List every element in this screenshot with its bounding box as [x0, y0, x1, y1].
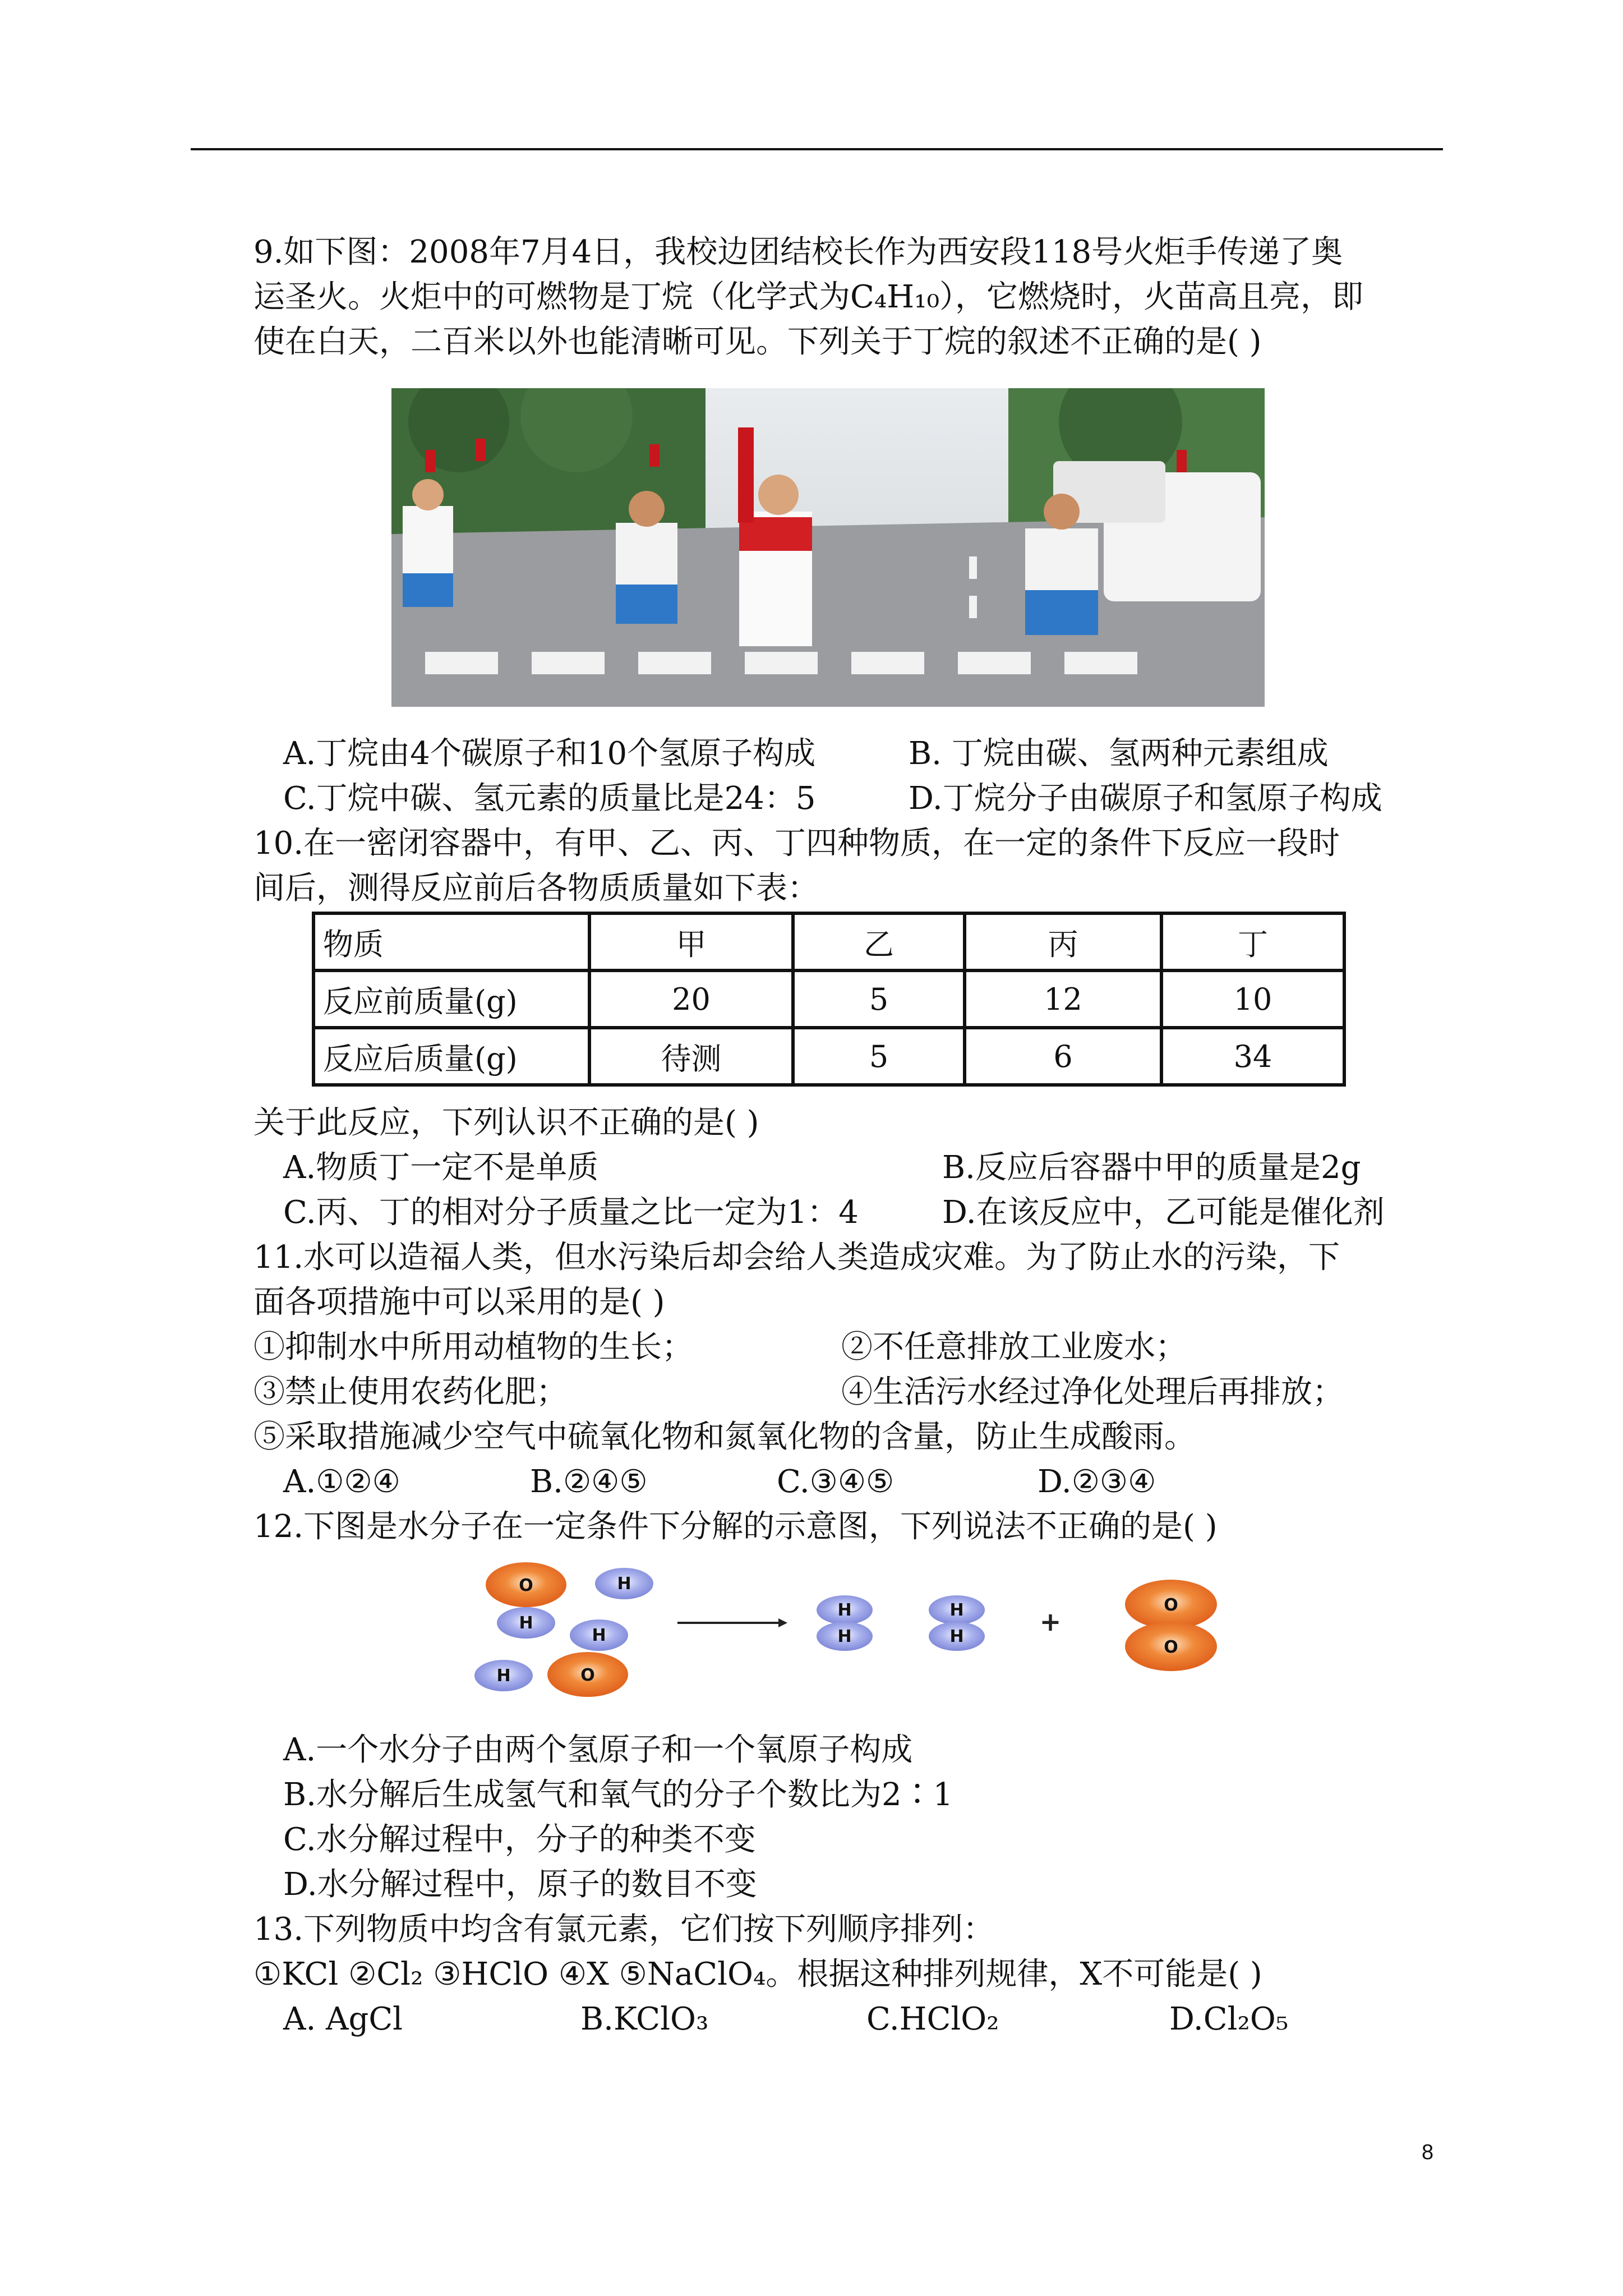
svg-text:H: H	[949, 1600, 964, 1620]
q11-item-1: ①抑制水中所用动植物的生长；	[253, 1329, 693, 1365]
header-rule	[191, 148, 1443, 150]
q9-option-d: D.丁烷分子由碳原子和氢原子构成	[909, 780, 1382, 817]
table-cell: 20	[589, 970, 793, 1028]
table-row	[313, 970, 1344, 1028]
table-cell: 甲	[589, 913, 793, 970]
q11-option-a: A.①②④	[283, 1464, 400, 1500]
water-decomposition-diagram	[453, 1557, 1272, 1713]
table-cell: 反应后质量(g)	[313, 1028, 589, 1085]
q11-option-c: C.③④⑤	[777, 1464, 895, 1500]
q13-sequence: ①KCl ②Cl₂ ③HClO ④X ⑤NaClO₄。根据这种排列规律，X不可能是( )	[253, 1956, 1262, 1993]
svg-text:O: O	[1164, 1637, 1178, 1657]
q12-option-d: D.水分解过程中，原子的数目不变	[283, 1866, 757, 1903]
svg-text:H: H	[519, 1613, 533, 1633]
q12-option-a: A.一个水分子由两个氢原子和一个氧原子构成	[283, 1732, 913, 1768]
q10-option-d: D.在该反应中，乙可能是催化剂	[942, 1194, 1385, 1231]
q9-stem-line-3: 使在白天，二百米以外也能清晰可见。下列关于丁烷的叙述不正确的是( )	[253, 324, 1262, 360]
q13-option-c: C.HClO₂	[866, 2001, 999, 2037]
plus-sign: +	[1039, 1607, 1062, 1637]
q9-option-a: A.丁烷由4个碳原子和10个氢原子构成	[283, 735, 816, 772]
q13-option-d: D.Cl₂O₅	[1169, 2001, 1289, 2037]
q12-stem: 12.下图是水分子在一定条件下分解的示意图，下列说法不正确的是( )	[253, 1508, 1218, 1545]
svg-text:H: H	[837, 1600, 852, 1620]
table-cell: 10	[1161, 970, 1344, 1028]
q10-stem-line-3: 关于此反应，下列认识不正确的是( )	[253, 1105, 759, 1141]
svg-text:O: O	[519, 1576, 533, 1595]
q10-stem-line-2: 间后，测得反应前后各物质质量如下表：	[253, 870, 819, 907]
svg-text:O: O	[580, 1665, 595, 1685]
svg-text:O: O	[1164, 1595, 1178, 1615]
q11-stem-line-2: 面各项措施中可以采用的是( )	[253, 1284, 665, 1320]
table-cell: 5	[793, 970, 965, 1028]
q9-option-b: B. 丁烷由碳、氢两种元素组成	[909, 735, 1329, 772]
svg-text:H: H	[617, 1574, 631, 1594]
svg-text:H: H	[949, 1627, 964, 1646]
q12-option-c: C.水分解过程中，分子的种类不变	[283, 1821, 756, 1858]
q13-option-a: A. AgCl	[283, 2001, 403, 2037]
q9-stem-line-1: 9.如下图：2008年7月4日，我校边团结校长作为西安段118号火炬手传递了奥	[253, 234, 1343, 270]
q9-stem-line-2: 运圣火。火炬中的可燃物是丁烷（化学式为C₄H₁₀），它燃烧时，火苗高且亮，即	[253, 279, 1364, 315]
q10-stem-line-1: 10.在一密闭容器中，有甲、乙、丙、丁四种物质，在一定的条件下反应一段时	[253, 825, 1340, 862]
q12-option-b: B.水分解后生成氢气和氧气的分子个数比为2∶1	[283, 1777, 953, 1813]
q10-option-a: A.物质丁一定不是单质	[283, 1149, 599, 1186]
svg-text:H: H	[496, 1666, 511, 1686]
table-cell: 丁	[1161, 913, 1344, 970]
q13-stem: 13.下列物质中均含有氯元素，它们按下列顺序排列：	[253, 1911, 995, 1948]
q10-option-c: C.丙、丁的相对分子质量之比一定为1：4	[283, 1194, 859, 1231]
q11-option-b: B.②④⑤	[530, 1464, 648, 1500]
q11-item-2: ②不任意排放工业废水；	[841, 1329, 1187, 1365]
q11-item-5: ⑤采取措施减少空气中硫氧化物和氮氧化物的含量，防止生成酸雨。	[253, 1419, 1196, 1455]
table-cell: 物质	[313, 913, 589, 970]
table-cell: 12	[965, 970, 1161, 1028]
page-number: 8	[1422, 2141, 1434, 2164]
table-cell: 乙	[793, 913, 965, 970]
svg-text:H: H	[837, 1627, 852, 1646]
table-cell: 6	[965, 1028, 1161, 1085]
q11-item-4: ④生活污水经过净化处理后再排放；	[841, 1374, 1344, 1410]
q13-option-b: B.KClO₃	[580, 2001, 709, 2037]
table-cell: 丙	[965, 913, 1161, 970]
q11-stem-line-1: 11.水可以造福人类，但水污染后却会给人类造成灾难。为了防止水的污染，下	[253, 1239, 1340, 1276]
table-cell: 5	[793, 1028, 965, 1085]
table-header-row	[313, 913, 1344, 970]
q11-item-3: ③禁止使用农药化肥；	[253, 1374, 568, 1410]
table-row	[313, 1028, 1344, 1085]
table-cell: 待测	[589, 1028, 793, 1085]
q10-option-b: B.反应后容器中甲的质量是2g	[942, 1149, 1361, 1186]
svg-text:H: H	[592, 1626, 606, 1645]
table-cell: 34	[1161, 1028, 1344, 1085]
mass-table	[312, 912, 1346, 1087]
q11-option-d: D.②③④	[1038, 1464, 1156, 1500]
q9-option-c: C.丁烷中碳、氢元素的质量比是24：5	[283, 780, 816, 817]
table-cell: 反应前质量(g)	[313, 970, 589, 1028]
torch-relay-photo	[391, 388, 1265, 707]
